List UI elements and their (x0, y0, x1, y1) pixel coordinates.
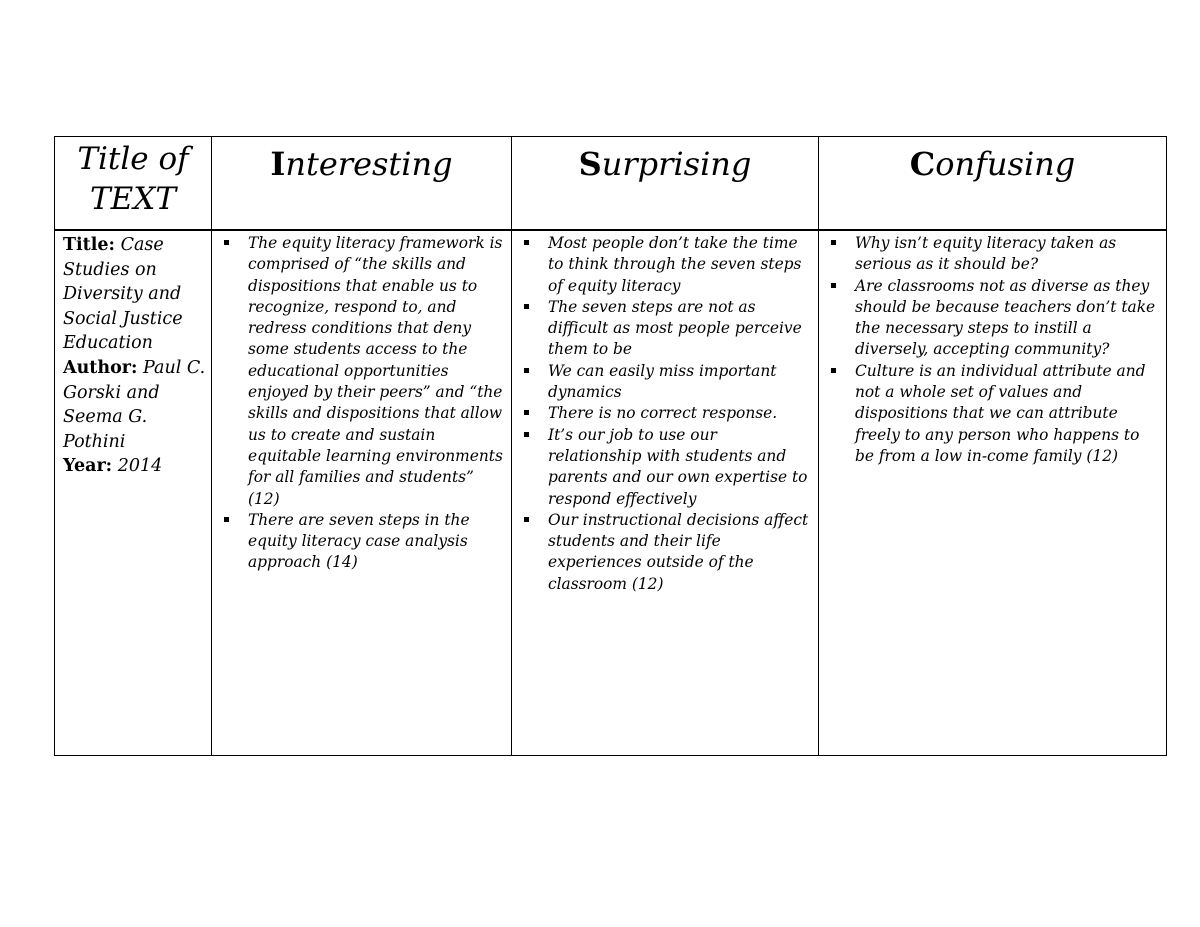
bullet-icon (831, 240, 836, 245)
surprising-initial: S (578, 145, 602, 183)
list-item-text: It’s our job to use our relationship with students and parents and our own expertise to respond effectively (548, 425, 808, 508)
bullet-icon (524, 368, 529, 373)
bullet-icon (831, 283, 836, 288)
list-item (514, 425, 814, 510)
surprising-list (514, 233, 814, 595)
list-item (821, 233, 1162, 276)
header-row (55, 137, 1167, 231)
list-item (214, 233, 507, 510)
surprising-cell (512, 230, 819, 756)
bullet-icon (524, 517, 529, 522)
interesting-list (214, 233, 507, 574)
bullet-icon (831, 368, 836, 373)
list-item-text: The seven steps are not as difficult as most people perceive them to be (548, 297, 802, 359)
confusing-header (819, 137, 1167, 231)
list-item (514, 403, 814, 424)
content-row (55, 230, 1167, 756)
interesting-initial: I (270, 145, 286, 183)
bullet-icon (224, 517, 229, 522)
bullet-icon (224, 240, 229, 245)
bullet-icon (524, 304, 529, 309)
list-item (514, 233, 814, 297)
text-info-cell (55, 230, 212, 756)
list-item-text: There are seven steps in the equity literacy case analysis approach (14) (248, 510, 470, 572)
list-item-text: Culture is an individual attribute and not a whole set of values and dispositions that we can attribute freely to any person who happens to be from a low in-come family (12) (855, 361, 1146, 465)
list-item-text: There is no correct response. (548, 404, 778, 423)
interesting-header (212, 137, 512, 231)
confusing-header-rest: onfusing (935, 145, 1076, 183)
confusing-initial: C (909, 145, 936, 183)
author-label: Author: (63, 357, 138, 378)
interesting-cell (212, 230, 512, 756)
bullet-icon (524, 240, 529, 245)
bullet-icon (524, 432, 529, 437)
list-item-text: Our instructional decisions affect students and their life experiences outside of the classroom (12) (548, 510, 809, 593)
title-of-text-header: Title of TEXT (55, 137, 212, 231)
author-value: Paul C. Gorski and Seema G. Pothini (63, 357, 206, 452)
surprising-header-rest: urprising (601, 145, 752, 183)
confusing-cell (819, 230, 1167, 756)
list-item (821, 276, 1162, 361)
list-item (821, 361, 1162, 467)
isc-chart-table (54, 136, 1167, 756)
list-item (214, 510, 507, 574)
list-item (514, 361, 814, 404)
year-value: 2014 (117, 456, 163, 477)
year-label: Year: (63, 456, 113, 477)
surprising-header (512, 137, 819, 231)
list-item (514, 297, 814, 361)
list-item-text: Are classrooms not as diverse as they should be because teachers don’t take the necessary steps to instill a diversely, accepting community? (855, 276, 1156, 359)
confusing-list (821, 233, 1162, 467)
bullet-icon (524, 410, 529, 415)
list-item-text: We can easily miss important dynamics (548, 361, 777, 402)
title-value: Case Studies on Diversity and Social Justice Education (63, 235, 183, 354)
list-item-text: Why isn’t equity literacy taken as serious as it should be? (855, 234, 1117, 274)
title-label: Title: (63, 235, 115, 255)
list-item-text: The equity literacy framework is comprised of “the skills and dispositions that enable us to recognize, respond to, and redress conditions that deny some students access to the educational opportunities enjoyed by their peers” and “the skills and dispositions that allow us to create and sustain equitable learning environments for all families and students” (12) (248, 234, 503, 508)
list-item-text: Most people don’t take the time to think through the seven steps of equity literacy (548, 234, 802, 295)
interesting-header-rest: nteresting (285, 145, 453, 183)
list-item (514, 510, 814, 595)
